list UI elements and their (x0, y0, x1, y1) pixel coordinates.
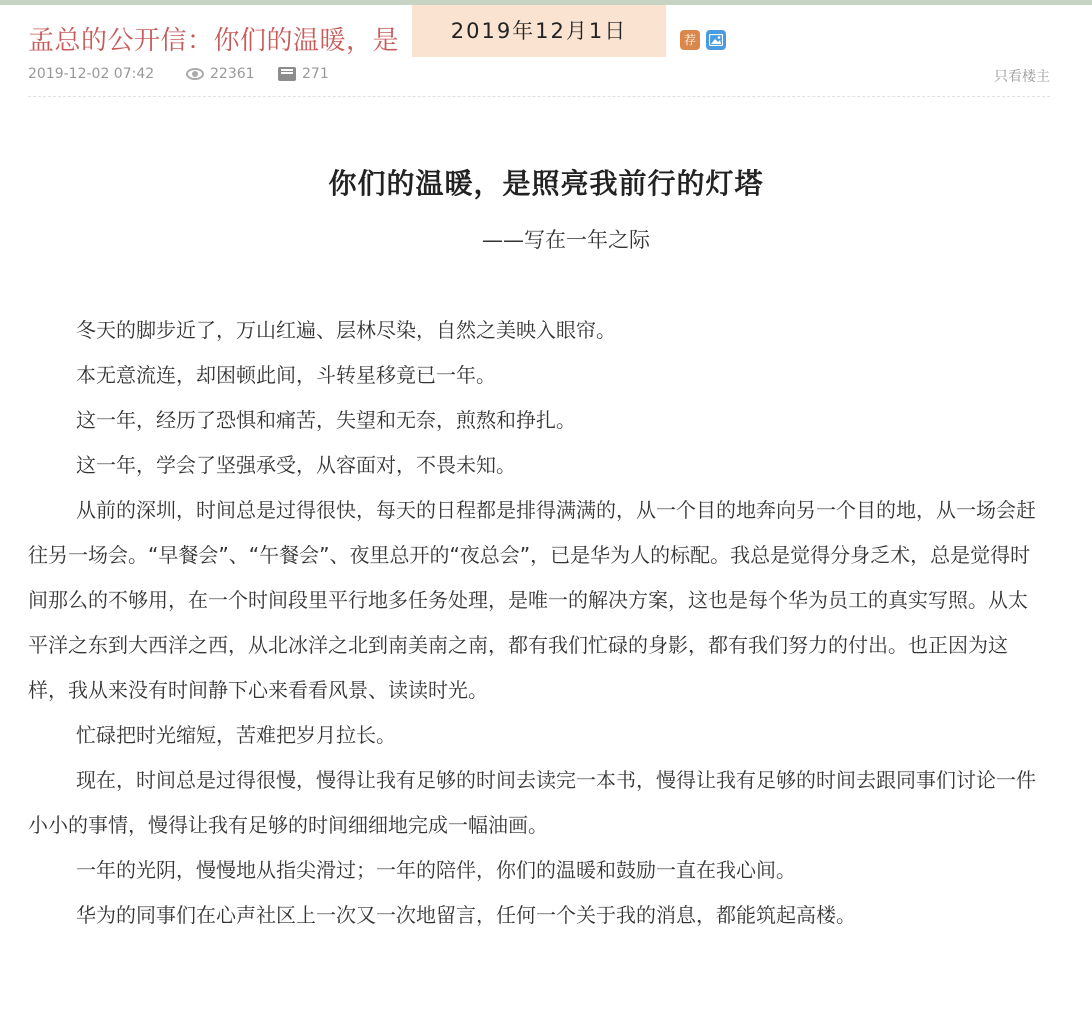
paragraph: 这一年，经历了恐惧和痛苦，失望和无奈，煎熬和挣扎。 (76, 408, 576, 432)
paragraph: 从前的深圳，时间总是过得很快，每天的日程都是排得满满的，从一个目的地奔向另一个目的地，从一场会赶往另一场会。“早餐会”、“午餐会”、夜里总开的“夜总会”，已是华为人的标配。我总是觉得分身乏术，总是觉得时间那么的不够用，在一个时间段里平行地多任务处理，是唯一的解决方案，这也是每个华为员工的真实写照。从太平洋之东到大西洋之西，从北冰洋之北到南美南之南，都有我们忙碌的身影，都有我们努力的付出。也正因为这样，我从来没有时间静下心来看看风景、读读时光。 (28, 498, 1036, 702)
article-subtitle: ——写在一年之际 (482, 228, 650, 252)
paragraph: 一年的光阴，慢慢地从指尖滑过；一年的陪伴，你们的温暖和鼓励一直在我心间。 (76, 858, 796, 882)
paragraph: 忙碌把时光缩短，苦难把岁月拉长。 (76, 723, 396, 747)
paragraph: 本无意流连，却困顿此间，斗转星移竟已一年。 (76, 363, 496, 387)
paragraph: 这一年，学会了坚强承受，从容面对，不畏未知。 (76, 453, 516, 477)
view-count-value: 22361 (210, 66, 255, 82)
recommend-icon: 荐 (680, 30, 700, 50)
image-glyph (709, 34, 723, 46)
post-meta (28, 66, 1050, 88)
header-divider (28, 96, 1050, 97)
post-timestamp: 2019-12-02 07:42 (28, 66, 155, 82)
comment-icon (278, 67, 296, 81)
image-icon (706, 30, 726, 50)
only-author-link[interactable]: 只看楼主 (994, 69, 1050, 85)
comment-count (278, 66, 329, 82)
paragraph: 冬天的脚步近了，万山红遍、层林尽染，自然之美映入眼帘。 (76, 318, 616, 342)
comment-count-value: 271 (302, 66, 329, 82)
eye-icon (186, 68, 204, 80)
date-overlay: 2019年12月1日 (412, 5, 666, 57)
view-count (186, 66, 255, 82)
paragraph: 现在，时间总是过得很慢，慢得让我有足够的时间去读完一本书，慢得让我有足够的时间去跟同事们讨论一件小小的事情，慢得让我有足够的时间细细地完成一幅油画。 (28, 768, 1036, 837)
post-tag-icons (680, 30, 726, 50)
article-content (28, 308, 1042, 938)
post-title[interactable]: 孟总的公开信：你们的温暖，是 (28, 26, 400, 56)
paragraph: 华为的同事们在心声社区上一次又一次地留言，任何一个关于我的消息，都能筑起高楼。 (76, 903, 856, 927)
article-title: 你们的温暖，是照亮我前行的灯塔 (328, 167, 764, 200)
